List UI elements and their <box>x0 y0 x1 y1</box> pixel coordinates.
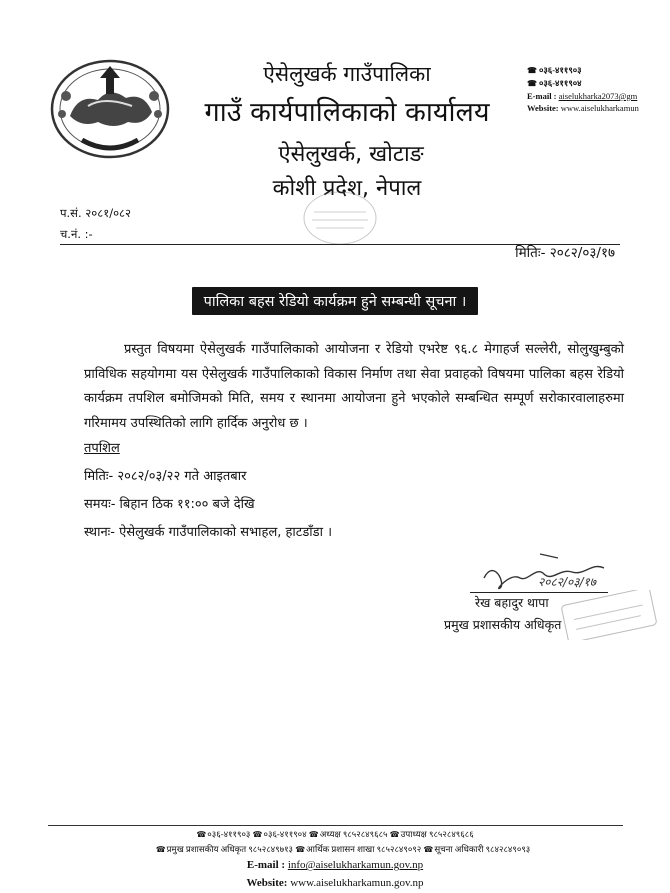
event-time: समयः- बिहान ठिक ११:०० बजे देखि <box>84 497 255 512</box>
reference-block <box>60 203 131 245</box>
header-phone-2: ☎ ०३६-४११९०४ <box>527 77 639 90</box>
details-heading: तपशिल <box>84 441 120 456</box>
letter-number: प.सं. २०८१/०८२ <box>60 206 132 220</box>
footer-chair-phone: ☎ अध्यक्ष ९८५२८४९६८५ <box>309 829 388 839</box>
header-website-link[interactable]: www.aiselukharkamun <box>560 103 639 113</box>
footer-phone-1: ☎ ०३६-४११९०३ <box>196 829 250 839</box>
footer-email-row <box>0 859 670 871</box>
province-country: कोशी प्रदेश, नेपाल <box>272 176 422 201</box>
footer-website-label: Website: <box>246 877 288 889</box>
signature-stamp <box>560 590 660 640</box>
letter-date: मितिः- २०८२/०३/१७ <box>515 245 615 261</box>
footer-divider <box>48 825 623 826</box>
event-place: स्थानः- ऐसेलुखर्क गाउँपालिकाको सभाहल, हाटडाँडा । <box>84 525 333 540</box>
header-email-row <box>527 90 639 102</box>
header-email-label: E-mail : <box>527 91 557 101</box>
handwritten-signature <box>480 548 610 594</box>
subject-container <box>0 287 670 315</box>
footer-vice-chair-phone: ☎ उपाध्यक्ष ९८५२८४९६८६ <box>390 829 474 839</box>
body-paragraph: प्रस्तुत विषयमा ऐसेलुखर्क गाउँपालिकाको आयोजना र रेडियो एभरेष्ट ९६.८ मेगाहर्ज सल्लेरी, सोलुखुम्बुको प्राविधिक सहयोगमा यस ऐसेलुखर्क गाउँपालिकाको विकास निर्माण तथा सेवा प्रवाहको विषयमा पालिका बहस रेडियो कार्यक्रम तपशिल बमोजिमको मिति, समय र स्थानमा आयोजना हुने भएकोले सम्बन्धित सम्पूर्ण सरोकारवालाहरुमा गरिमामय उपस्थितिको लागि हार्दिक अनुरोध छ । <box>84 342 624 431</box>
footer-email-label: E-mail : <box>246 859 286 871</box>
footer-contacts-row-1 <box>0 828 670 840</box>
office-address: ऐसेलुखर्क, खोटाङ <box>278 142 424 167</box>
signatory-title: प्रमुख प्रशासकीय अधिकृत <box>444 617 562 632</box>
signature-date: २०८२/०३/१७ <box>538 575 597 589</box>
notice-subject: पालिका बहस रेडियो कार्यक्रम हुने सम्बन्धी सूचना । <box>192 287 479 315</box>
municipality-name: ऐसेलुखर्क गाउँपालिका <box>263 62 431 86</box>
footer-info-officer-phone: ☎ सूचना अधिकारी ९८४२८४९०९३ <box>423 844 530 854</box>
notice-body <box>84 338 624 436</box>
header-website-label: Website: <box>527 103 559 113</box>
header-website-row <box>527 102 639 114</box>
footer-website-link[interactable]: www.aiselukharkamun.gov.np <box>290 877 424 889</box>
event-date: मितिः- २०८२/०३/२२ गते आइतबार <box>84 469 247 484</box>
footer-cao-phone: ☎ प्रमुख प्रशासकीय अधिकृत ९८५२८४९७१३ <box>156 844 293 854</box>
header-contact-block <box>527 64 639 114</box>
dispatch-number: च.नं. :- <box>60 227 93 241</box>
footer-website-row <box>0 877 670 889</box>
office-seal-watermark <box>300 188 380 248</box>
footer-phone-2: ☎ ०३६-४११९०४ <box>253 829 307 839</box>
footer-email-link[interactable]: info@aiselukharkamun.gov.np <box>287 859 424 871</box>
header-phone-1: ☎ ०३६-४११९०३ <box>527 64 639 77</box>
header-email-link[interactable]: aiselukharka2073@gm <box>558 91 638 101</box>
office-name: गाउँ कार्यपालिकाको कार्यालय <box>204 97 490 128</box>
signatory-name: रेख बहादुर थापा <box>475 595 549 610</box>
footer-contacts-row-2 <box>8 843 670 855</box>
footer-finance-phone: ☎ आर्थिक प्रशासन शाखा ९८५२८४९०९२ <box>295 844 421 854</box>
